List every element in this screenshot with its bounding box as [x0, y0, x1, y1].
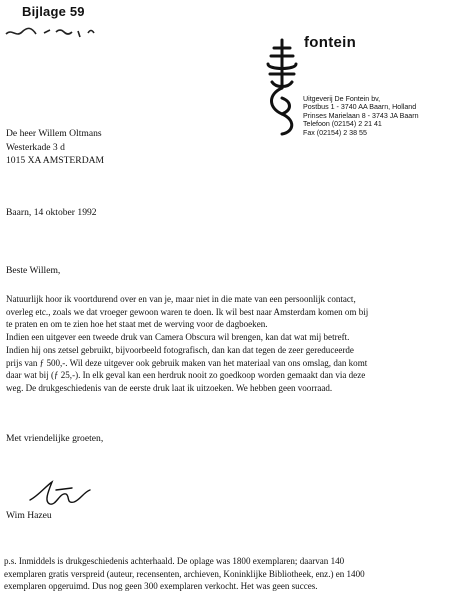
sender-line: Prinses Marielaan 8 - 3743 JA Baarn [303, 111, 419, 120]
body-line: te praten en om te zien hoe het staat met de werving voor de dagboeken. [6, 319, 268, 330]
sender-line: Fax (02154) 2 38 55 [303, 128, 367, 137]
closing: Met vriendelijke groeten, [6, 433, 104, 444]
body-line: daar wat bij (ƒ 25,-). In elk geval kan een herdruk nooit zo goedkoop worden gemaakt dan via deze [6, 370, 366, 381]
signature-name: Wim Hazeu [6, 510, 52, 521]
letter-body [6, 293, 368, 395]
recipient-line: 1015 XA AMSTERDAM [6, 155, 105, 167]
body-line: Natuurlijk hoor ik voortdurend over en van je, maar niet in die mate van een persoonlijk contact, [6, 294, 356, 304]
recipient-line: Westerkade 3 d [6, 141, 65, 153]
postscript-line: p.s. Inmiddels is drukgeschiedenis achterhaald. De oplage was 1800 exemplaren; daarvan 140 [4, 556, 345, 566]
recipient-address [6, 127, 104, 168]
postscript [4, 555, 365, 593]
handwritten-signature [26, 478, 96, 510]
sender-address [303, 95, 419, 137]
body-line: weg. De drukgeschiedenis van de eerste druk laat ik uitzoeken. We hebben geen voorraad. [6, 382, 333, 393]
body-line: prijs van ƒ 500,-. Wil deze uitgever ook gebruik maken van het materiaal van ons omslag, dan komt [6, 357, 368, 368]
sender-line: Uitgeverij De Fontein bv, [303, 95, 381, 103]
body-line: Indien hij ons zetsel gebruikt, bijvoorbeeld fotografisch, dan kan dat tegen de zeer gereduceerde [6, 344, 354, 355]
postscript-line: exemplaren gratis verspreid (auteur, recensenten, archieven, Koninklijke Bibliotheek, enz.) en 1400 [4, 568, 365, 579]
sender-line: Telefoon (02154) 2 21 41 [303, 120, 382, 129]
body-line: Indien een uitgever een tweede druk van Camera Obscura wil brengen, kan dat wat mij betreft. [6, 332, 350, 343]
body-line: overleg etc., zoals we dat vroeger gewoon waren te doen. Ik wil best naar Amsterdam komen om bij [6, 306, 369, 317]
annex-label: Bijlage 59 [22, 4, 85, 19]
salutation: Beste Willem, [6, 265, 61, 276]
handwritten-scribble [4, 24, 124, 40]
fontein-logo-icon [262, 36, 302, 136]
sender-line: Postbus 1 - 3740 AA Baarn, Holland [303, 103, 417, 112]
letter-date: Baarn, 14 oktober 1992 [6, 207, 97, 218]
recipient-line: De heer Willem Oltmans [6, 128, 102, 139]
logo-wordmark: fontein [304, 34, 357, 51]
postscript-line: exemplaren opgeruimd. Dus nog geen 300 exemplaren verkocht. Het was geen succes. [4, 581, 318, 592]
